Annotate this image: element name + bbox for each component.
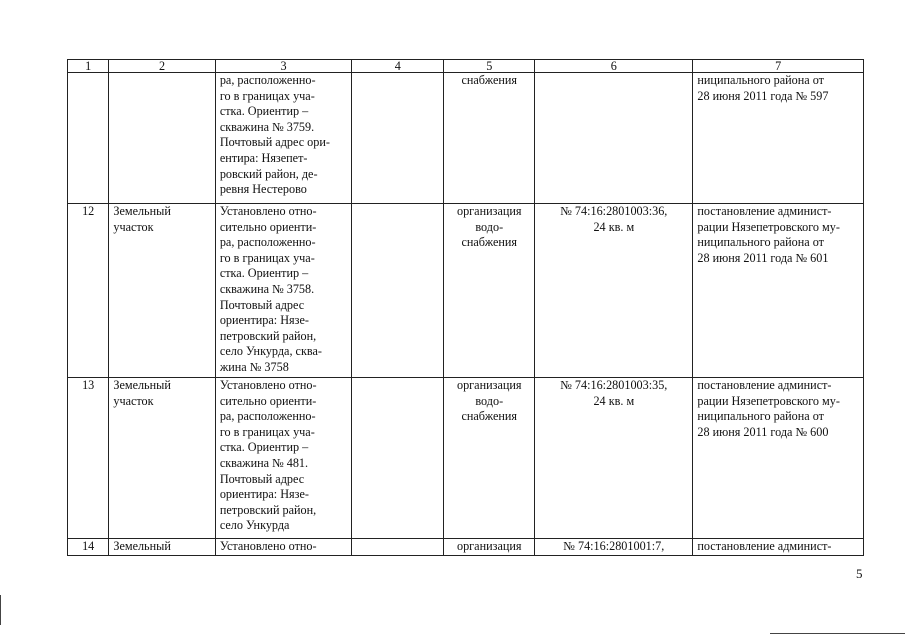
cell-col4 — [352, 204, 444, 378]
cell-line: ра, расположенно- — [219, 409, 316, 424]
cell-line: постановление админист- — [697, 204, 832, 218]
cell-line: ревня Нестерово — [219, 182, 307, 197]
table-row — [68, 204, 864, 378]
table-row — [68, 378, 864, 539]
cell-location — [215, 539, 351, 556]
cell-line: ниципального района от — [697, 73, 824, 87]
cell-line: Почтовый адрес — [219, 471, 305, 486]
cell-line: 28 июня 2011 года № 597 — [697, 88, 829, 103]
cell-document — [693, 378, 864, 539]
scan-bottom-mark — [770, 633, 905, 634]
cell-purpose — [444, 73, 535, 204]
cell-line: организация — [456, 204, 522, 218]
cell-line: постановление админист- — [697, 378, 832, 392]
cell-line: стка. Ориентир – — [219, 266, 309, 281]
cell-document — [693, 539, 864, 556]
cell-cadastral — [535, 378, 693, 539]
cell-document — [693, 204, 864, 378]
header-cell-4: 4 — [352, 60, 444, 73]
scan-edge-mark — [0, 595, 1, 625]
cell-line: петровский район, — [219, 328, 317, 343]
table-row — [68, 539, 864, 556]
cell-line: снабжения — [461, 409, 518, 424]
cell-line: ниципального района от — [697, 235, 824, 250]
cell-purpose — [444, 378, 535, 539]
cell-line: Почтовый адрес ори- — [219, 135, 330, 150]
cell-object-name — [109, 204, 215, 378]
cell-line: ниципального района от — [697, 409, 824, 424]
cell-line: постановление админист- — [697, 539, 832, 553]
cell-line: ра, расположенно- — [219, 235, 316, 250]
cell-location — [215, 73, 351, 204]
cell-line: Земельный — [113, 539, 171, 553]
cell-line: 28 июня 2011 года № 601 — [697, 250, 829, 265]
header-cell-5: 5 — [444, 60, 535, 73]
cell-document — [693, 73, 864, 204]
cell-purpose — [444, 539, 535, 556]
table-body — [68, 60, 864, 556]
page-number: 5 — [856, 566, 863, 581]
cell-cadastral — [535, 204, 693, 378]
cell-line: 28 июня 2011 года № 600 — [697, 424, 829, 439]
land-plots-table — [67, 59, 864, 556]
cell-purpose — [444, 204, 535, 378]
cell-line: ентира: Нязепет- — [219, 150, 308, 165]
cell-col4 — [352, 539, 444, 556]
cell-line: село Ункурда — [219, 518, 290, 533]
cell-line: водо- — [475, 393, 504, 408]
cell-object-name — [109, 378, 215, 539]
cell-line: № 74:16:2801003:36, — [560, 204, 668, 218]
cell-line: Земельный — [113, 204, 171, 218]
cell-number: 12 — [68, 204, 109, 378]
cell-line: стка. Ориентир – — [219, 440, 309, 455]
table-row — [68, 73, 864, 204]
cell-line: ра, расположенно- — [219, 73, 316, 87]
cell-location — [215, 204, 351, 378]
cell-line: сительно ориенти- — [219, 219, 317, 234]
cell-line: водо- — [475, 219, 504, 234]
cell-line: петровский район, — [219, 502, 317, 517]
cell-line: го в границах уча- — [219, 250, 315, 265]
cell-number — [68, 73, 109, 204]
cell-line: участок — [113, 219, 154, 234]
cell-line: скважина № 3758. — [219, 281, 315, 296]
cell-line: Земельный — [113, 378, 171, 392]
cell-cadastral — [535, 539, 693, 556]
cell-line: ориентира: Нязе- — [219, 487, 309, 502]
header-cell-2: 2 — [109, 60, 215, 73]
cell-number: 13 — [68, 378, 109, 539]
cell-line: участок — [113, 393, 154, 408]
cell-location — [215, 378, 351, 539]
cell-line: сительно ориенти- — [219, 393, 317, 408]
cell-line: Установлено отно- — [219, 204, 317, 218]
cell-line: Установлено отно- — [219, 378, 317, 392]
cell-line: снабжения — [461, 73, 518, 87]
header-row — [68, 60, 864, 73]
cell-line: организация — [456, 539, 522, 553]
cell-line: Установлено отно- — [219, 539, 317, 553]
cell-line: скважина № 481. — [219, 455, 309, 470]
cell-line: го в границах уча- — [219, 88, 315, 103]
cell-line: скважина № 3759. — [219, 119, 315, 134]
cell-object-name — [109, 73, 215, 204]
cell-line: 24 кв. м — [593, 393, 635, 408]
cell-line: № 74:16:2801001:7, — [563, 539, 665, 553]
header-cell-1: 1 — [68, 60, 109, 73]
cell-col4 — [352, 73, 444, 204]
cell-line: рации Нязепетровского му- — [697, 393, 840, 408]
header-cell-7: 7 — [693, 60, 864, 73]
cell-line: жина № 3758 — [219, 359, 289, 374]
cell-col4 — [352, 378, 444, 539]
cell-object-name — [109, 539, 215, 556]
cell-line: ориентира: Нязе- — [219, 313, 309, 328]
cell-line: 24 кв. м — [593, 219, 635, 234]
cell-line: организация — [456, 378, 522, 392]
cell-line: № 74:16:2801003:35, — [560, 378, 668, 392]
cell-line: рации Нязепетровского му- — [697, 219, 840, 234]
header-cell-3: 3 — [215, 60, 351, 73]
cell-line: Почтовый адрес — [219, 297, 305, 312]
cell-line: село Ункурда, сква- — [219, 344, 322, 359]
cell-line: снабжения — [461, 235, 518, 250]
cell-cadastral — [535, 73, 693, 204]
cell-line: стка. Ориентир – — [219, 104, 309, 119]
cell-line: го в границах уча- — [219, 424, 315, 439]
cell-number: 14 — [68, 539, 109, 556]
cell-line: ровский район, де- — [219, 166, 318, 181]
header-cell-6: 6 — [535, 60, 693, 73]
